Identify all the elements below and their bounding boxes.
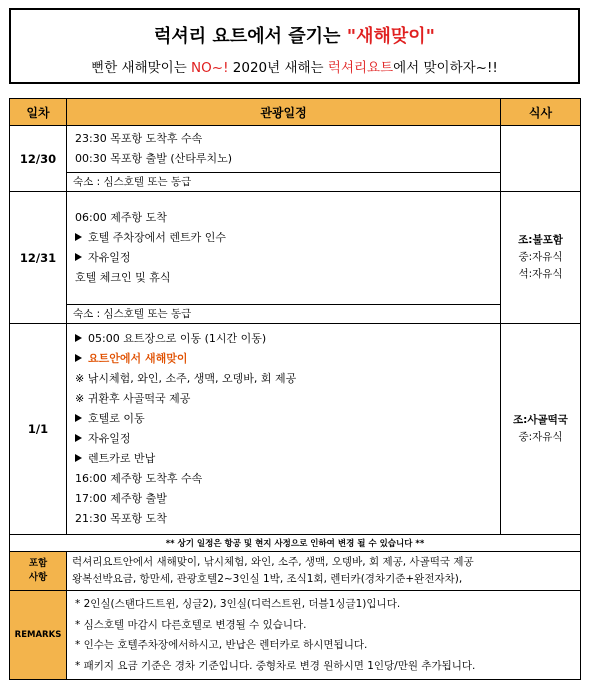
includes-label-1: 포함 [28,558,48,569]
itinerary-table [9,98,581,680]
schedule-item-text: 05:00 요트장으로 이동 (1시간 이동) [88,332,267,345]
arrow-right-icon [75,454,82,462]
includes-content [67,552,581,591]
schedule-item-text: 요트안에서 새해맞이 [88,352,188,365]
includes-label-2: 사항 [28,572,48,583]
subtitle-part-2: NO~! [191,60,229,76]
accommodation: 숙소 : 심스호텔 또는 동급 [67,173,501,192]
day-label: 12/30 [10,126,67,192]
schedule-cell [67,126,501,173]
schedule-lines [75,129,500,169]
meal-cell [501,126,581,192]
subtitle-part-5: 에서 맞이하자~!! [393,60,498,76]
table-header-row [10,99,581,126]
schedule-cell [67,324,501,535]
meal-cell [501,192,581,324]
arrow-right-icon [75,434,82,442]
arrow-right-icon [75,233,82,241]
meal-item: 중:자유식 [518,431,563,443]
meal-cell [501,324,581,535]
header-schedule: 관광일정 [67,99,501,126]
includes-line-1: 럭셔리요트안에서 새해맞이, 낚시체험, 와인, 소주, 생맥, 오뎅바, 회 제공, 사골떡국 제공 [72,556,474,568]
remark-item: * 패키지 요금 기준은 경차 기준입니다. 중형차로 변경 원하시면 1인당/만원 추가됩니다. [75,659,476,672]
remarks-row [10,591,581,680]
includes-line-2: 왕복선박요금, 항만세, 관광호텔2~3인실 1박, 조식1회, 렌터카(경차기준+완전자차), [72,573,463,585]
schedule-item-text: 21:30 목포항 도착 [75,512,167,525]
schedule-item [75,149,500,169]
schedule-item [75,329,500,349]
schedule-item [75,429,500,449]
header-day: 일차 [10,99,67,126]
accommodation-row-2 [10,304,581,323]
schedule-item [75,409,500,429]
arrow-right-icon [75,414,82,422]
accommodation: 숙소 : 심스호텔 또는 동급 [67,304,501,323]
remark-item: * 인수는 호텔주차장에서하시고, 반납은 렌터카로 하시면됩니다. [75,639,368,651]
schedule-item-text: ※ 귀환후 사골떡국 제공 [75,392,191,405]
schedule-item-text: 호텔 주차장에서 렌트카 인수 [88,230,227,244]
header-meal: 식사 [501,99,581,126]
meal-item: 석:자유식 [518,268,563,280]
meal-item: 조:사골떡국 [513,414,568,426]
schedule-lines [75,208,500,288]
title-box [9,8,580,84]
schedule-item [75,449,500,469]
day-label: 12/31 [10,192,67,324]
meal-item: 중:자유식 [518,251,563,263]
schedule-item [75,489,500,509]
notice-text: ** 상기 일정은 항공 및 현지 사정으로 인하여 변경 될 수 있습니다 ** [10,535,581,552]
day-row-1 [10,126,581,173]
schedule-item-text: 17:00 제주항 출발 [75,492,167,505]
page-subtitle [11,56,578,76]
title-prefix: 럭셔리 요트에서 즐기는 [154,26,347,47]
schedule-item-text: 자유일정 [88,432,131,445]
schedule-item-text: 16:00 제주항 도착후 수속 [75,472,203,485]
schedule-item-text: 렌트카로 반납 [88,452,156,465]
schedule-item [75,349,500,369]
day-row-2 [10,192,581,305]
arrow-right-icon [75,334,82,342]
notice-row [10,535,581,552]
schedule-lines [75,329,500,529]
schedule-item-text: 호텔로 이동 [88,412,145,425]
subtitle-part-4: 럭셔리요트 [327,60,394,76]
schedule-item [75,228,500,248]
includes-row [10,552,581,591]
schedule-item [75,268,500,288]
title-highlight: "새해맞이" [346,26,435,47]
schedule-item [75,389,500,409]
schedule-item-text: ※ 낚시체험, 와인, 소주, 생맥, 오뎅바, 회 제공 [75,372,297,385]
schedule-item-text: 06:00 제주항 도착 [75,210,167,224]
schedule-item [75,509,500,529]
schedule-item-text: 00:30 목포항 출발 (산타루치노) [75,152,233,165]
meal-item: 조:불포함 [518,234,563,246]
schedule-item [75,248,500,268]
schedule-cell [67,192,501,305]
day-row-3 [10,324,581,535]
remarks-content [67,591,581,680]
schedule-item [75,369,500,389]
remarks-label: REMARKS [10,591,67,680]
arrow-right-icon [75,354,82,362]
schedule-item [75,469,500,489]
schedule-item-text: 자유일정 [88,250,131,264]
subtitle-part-1: 뻔한 새해맞이는 [91,60,192,76]
schedule-item-text: 23:30 목포항 도착후 수속 [75,132,203,145]
subtitle-part-3: 2020년 새해는 [228,60,328,76]
includes-label [10,552,67,591]
remark-item: * 심스호텔 마감시 다른호텔로 변경될 수 있습니다. [75,618,307,631]
page-title [11,22,578,48]
arrow-right-icon [75,253,82,261]
schedule-item [75,208,500,228]
accommodation-row-1 [10,173,581,192]
day-label: 1/1 [10,324,67,535]
schedule-item [75,129,500,149]
schedule-item-text: 호텔 체크인 및 휴식 [75,270,171,284]
remark-item: * 2인실(스탠다드트윈, 싱글2), 3인실(디럭스트윈, 더블1싱글1)입니다. [75,598,401,610]
